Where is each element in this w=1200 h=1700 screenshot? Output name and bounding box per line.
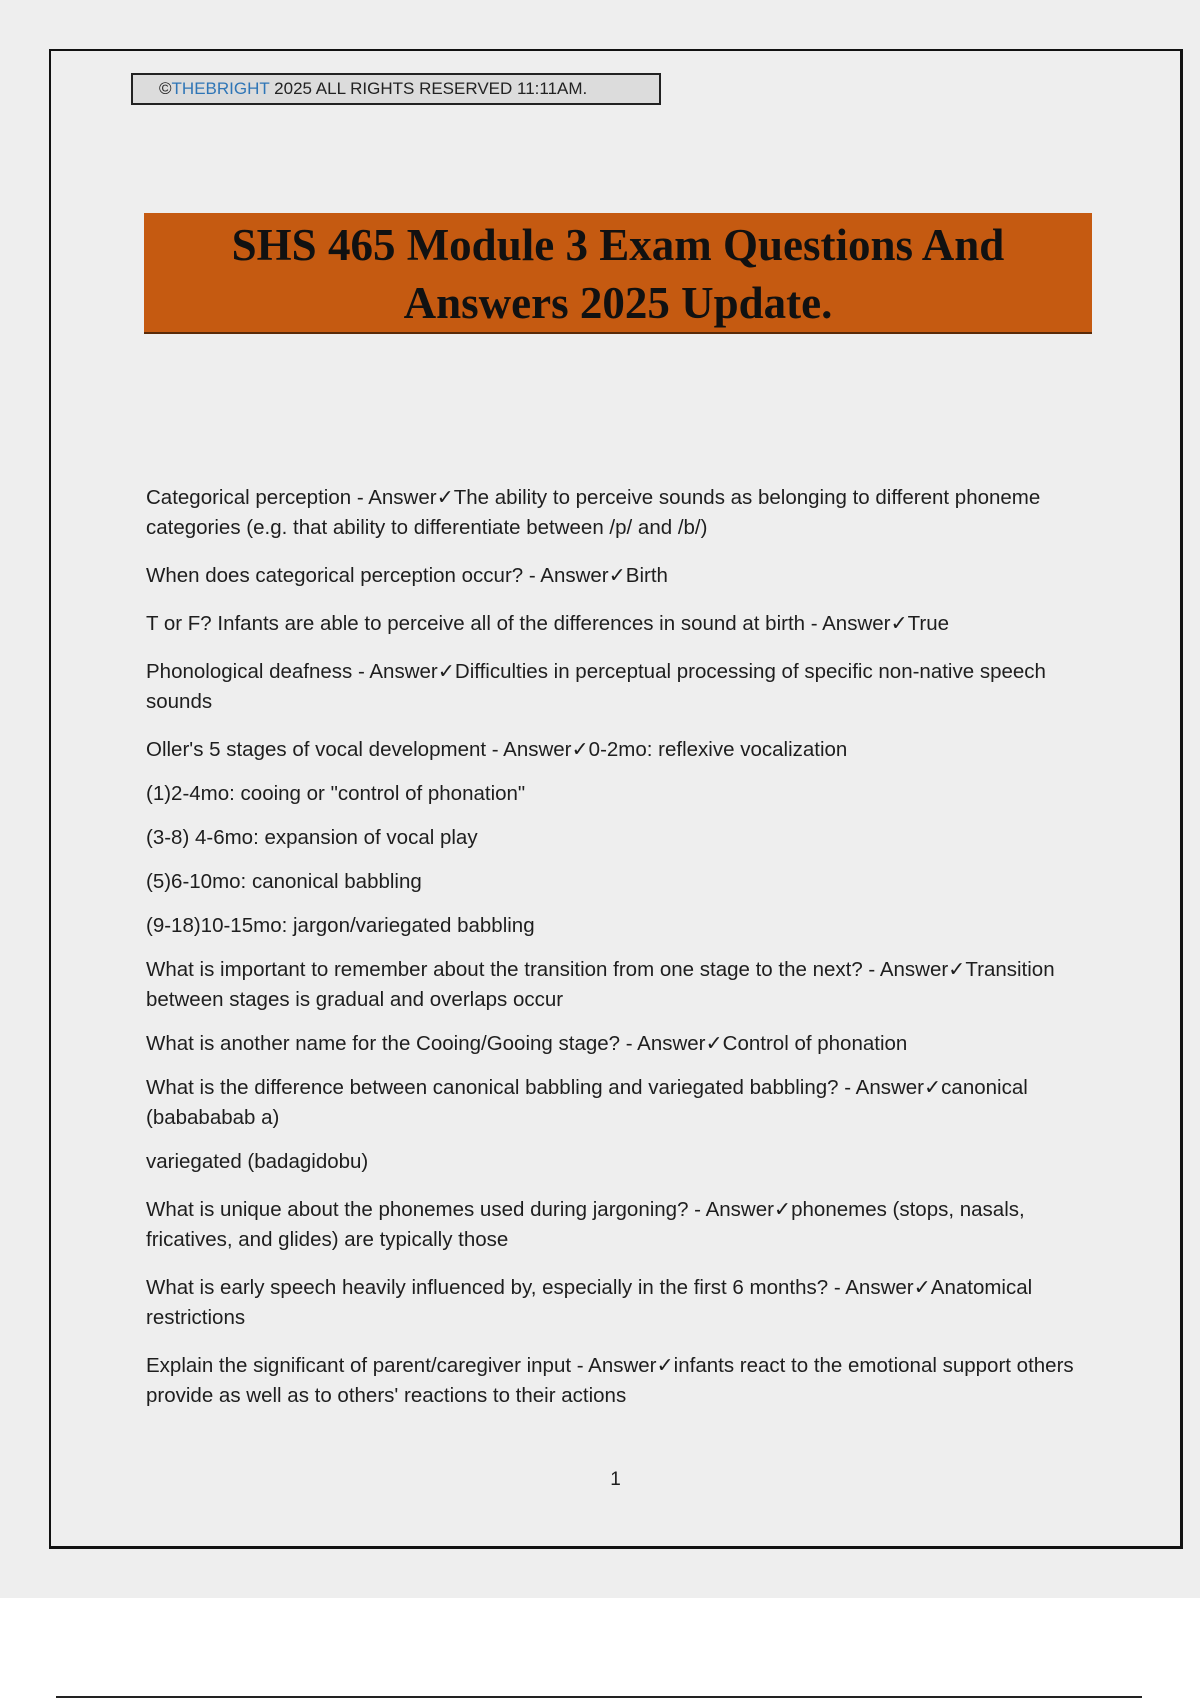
brand-name: THEBRIGHT: [171, 79, 270, 98]
qa-item: Phonological deafness - Answer✓Difficulties in perceptual processing of specific non-native speech sounds: [146, 660, 1046, 713]
qa-item: Categorical perception - Answer✓The ability to perceive sounds as belonging to different phoneme categories (e.g. that ability to differentiate between /p/ and /b/): [146, 486, 1041, 539]
qa-item: Oller's 5 stages of vocal development - Answer✓0-2mo: reflexive vocalization: [146, 738, 848, 761]
qa-item: What is another name for the Cooing/Gooing stage? - Answer✓Control of phonation: [146, 1032, 908, 1055]
qa-item: What is unique about the phonemes used during jargoning? - Answer✓phonemes (stops, nasals, fricatives, and glides) are typically those: [146, 1198, 1025, 1251]
title-banner: [144, 213, 1092, 334]
qa-item: variegated (badagidobu): [146, 1150, 369, 1173]
qa-item: (9-18)10-15mo: jargon/variegated babbling: [146, 914, 535, 937]
qa-item: (1)2-4mo: cooing or "control of phonation": [146, 782, 526, 805]
qa-item: (5)6-10mo: canonical babbling: [146, 870, 422, 893]
qa-item: What is early speech heavily influenced by, especially in the first 6 months? - Answer✓Anatomical restrictions: [146, 1276, 1033, 1329]
qa-item: T or F? Infants are able to perceive all of the differences in sound at birth - Answer✓True: [146, 612, 950, 635]
page-number: 1: [610, 1469, 621, 1490]
title-line-1: SHS 465 Module 3 Exam Questions And: [231, 219, 1005, 270]
copyright-notice: [131, 73, 661, 105]
next-page-top-rule: [56, 1696, 1142, 1698]
page-border-frame: [49, 49, 1183, 1549]
rights-text: 2025 ALL RIGHTS RESERVED 11:11AM.: [269, 79, 588, 98]
qa-item: (3-8) 4-6mo: expansion of vocal play: [146, 826, 478, 849]
qa-list: [146, 483, 1106, 1429]
title-line-2: Answers 2025 Update.: [403, 277, 833, 328]
qa-item: Explain the significant of parent/caregiver input - Answer✓infants react to the emotional support others provide as well as to others' reactions to their actions: [146, 1354, 1074, 1407]
document-title: [232, 214, 1005, 332]
copyright-symbol: ©: [159, 79, 172, 98]
qa-item: What is important to remember about the transition from one stage to the next? - Answer✓Transition between stages is gradual and overlaps occur: [146, 958, 1055, 1011]
qa-item: When does categorical perception occur? - Answer✓Birth: [146, 564, 668, 587]
qa-item: What is the difference between canonical babbling and variegated babbling? - Answer✓canonical (babababab a): [146, 1076, 1028, 1129]
